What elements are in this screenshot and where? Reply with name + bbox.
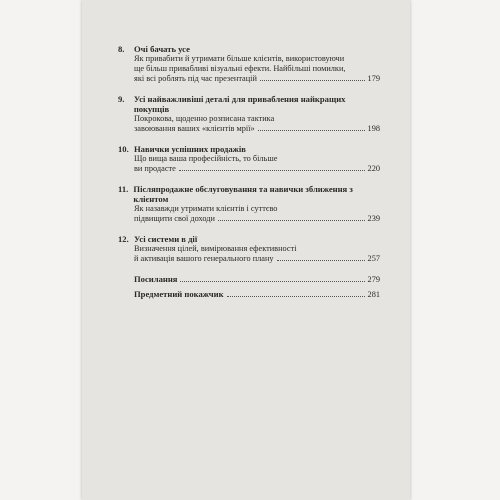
chapter-description: Визначення цілей, вимірювання ефективності й активація вашого генерального плану 257	[134, 244, 380, 263]
chapter-title: Усі системи в дії	[134, 234, 198, 244]
chapter-description: Як назавжди утримати клієнтів і суттєво підвищити свої доходи 239	[134, 204, 380, 223]
leader-dots	[180, 281, 364, 282]
page-number: 257	[367, 254, 380, 263]
page-number: 220	[367, 164, 380, 173]
table-of-contents	[118, 44, 380, 310]
chapter-description: Що вища ваша професійність, то більше ви продасте 220	[134, 154, 380, 173]
chapter-number: 11.	[118, 184, 129, 194]
chapter-title: Післяпродажне обслуговування та навички зближення з клієнтом	[133, 184, 353, 204]
page-number: 198	[367, 124, 380, 133]
chapter-number: 12.	[118, 234, 129, 244]
toc-entry-11	[118, 184, 380, 224]
leader-dots	[218, 220, 365, 221]
chapter-title: Навички успішних продажів	[134, 144, 246, 154]
chapter-number: 9.	[118, 94, 125, 104]
toc-extras	[118, 274, 380, 300]
toc-entry-index: Предметний покажчик 281	[134, 289, 380, 299]
chapter-description: Як привабити й утримати більше клієнтів, використовуючи ще більш привабливі візуальні ефекти. Найбільші помилки, які всі роблять під час презентацій 179	[134, 54, 380, 83]
leader-dots	[258, 130, 365, 131]
chapter-title: Усі найважливіші деталі для привабления найкращих покупців	[133, 94, 346, 114]
toc-entry-12	[118, 234, 380, 264]
page-number: 239	[367, 214, 380, 223]
leader-dots	[277, 260, 365, 261]
toc-entry-10	[118, 144, 380, 174]
toc-entry-9	[118, 94, 380, 134]
chapter-number: 8.	[118, 44, 125, 54]
book-page	[82, 0, 410, 500]
toc-entry-8	[118, 44, 380, 84]
leader-dots	[260, 80, 365, 81]
leader-dots	[179, 170, 365, 171]
page-number: 281	[367, 290, 380, 299]
chapter-description: Покрокова, щоденно розписана тактика завоювання ваших «клієнтів мрії» 198	[134, 114, 380, 133]
chapter-title: Очі бачать усе	[134, 44, 190, 54]
page-number: 179	[367, 74, 380, 83]
chapter-number: 10.	[118, 144, 129, 154]
toc-entry-references: Посилання 279	[134, 274, 380, 284]
leader-dots	[227, 296, 365, 297]
page-number: 279	[367, 275, 380, 284]
